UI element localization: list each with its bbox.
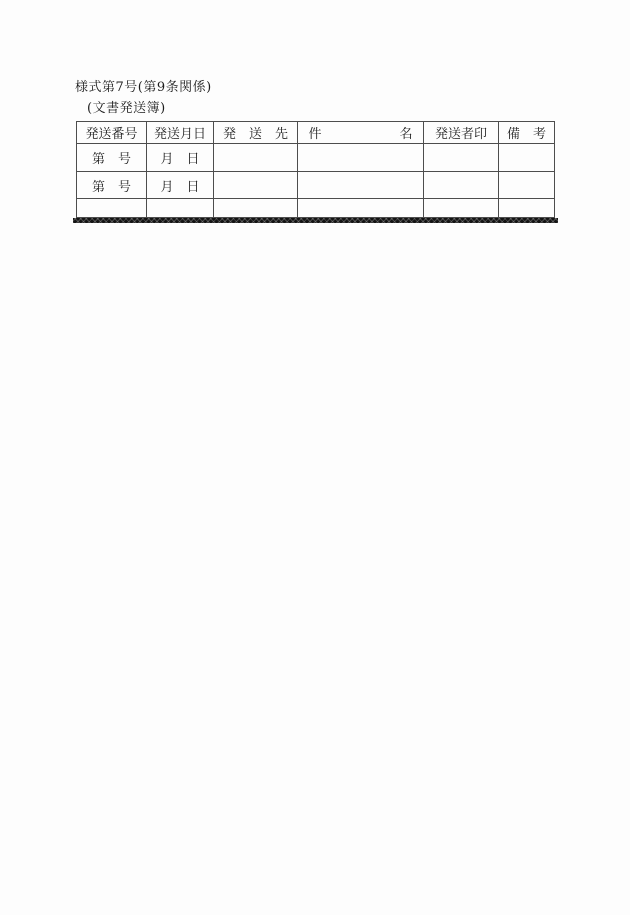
cell-dispatch-number: 第 号: [77, 172, 147, 199]
table-row: [77, 172, 555, 199]
cell-sender-seal: [424, 172, 499, 199]
cell-remarks: [499, 172, 555, 199]
cell-sender-seal: [424, 199, 499, 218]
cell-remarks: [499, 144, 555, 172]
cell-dispatch-date: 月 日: [147, 144, 214, 172]
cell-dispatch-number: [77, 199, 147, 218]
header-subject: 件 名: [298, 122, 424, 144]
dispatch-register-table: [76, 121, 555, 218]
cell-dispatch-date: [147, 199, 214, 218]
cell-remarks: [499, 199, 555, 218]
cell-subject: [298, 199, 424, 218]
cell-destination: [214, 199, 298, 218]
header-dispatch-date: 発送月日: [147, 122, 214, 144]
continuation-cut-bar: [73, 218, 558, 223]
cell-subject: [298, 144, 424, 172]
cell-destination: [214, 144, 298, 172]
cell-dispatch-number: 第 号: [77, 144, 147, 172]
cell-destination: [214, 172, 298, 199]
cell-sender-seal: [424, 144, 499, 172]
form-title: (文書発送簿): [87, 101, 166, 116]
cell-subject: [298, 172, 424, 199]
header-remarks: 備 考: [499, 122, 555, 144]
header-destination: 発 送 先: [214, 122, 298, 144]
header-sender-seal: 発送者印: [424, 122, 499, 144]
table-row: [77, 144, 555, 172]
form-number-label: 様式第7号(第9条関係): [75, 80, 212, 95]
table-header-row: [77, 122, 555, 144]
header-dispatch-number: 発送番号: [77, 122, 147, 144]
table-row-empty: [77, 199, 555, 218]
cell-dispatch-date: 月 日: [147, 172, 214, 199]
